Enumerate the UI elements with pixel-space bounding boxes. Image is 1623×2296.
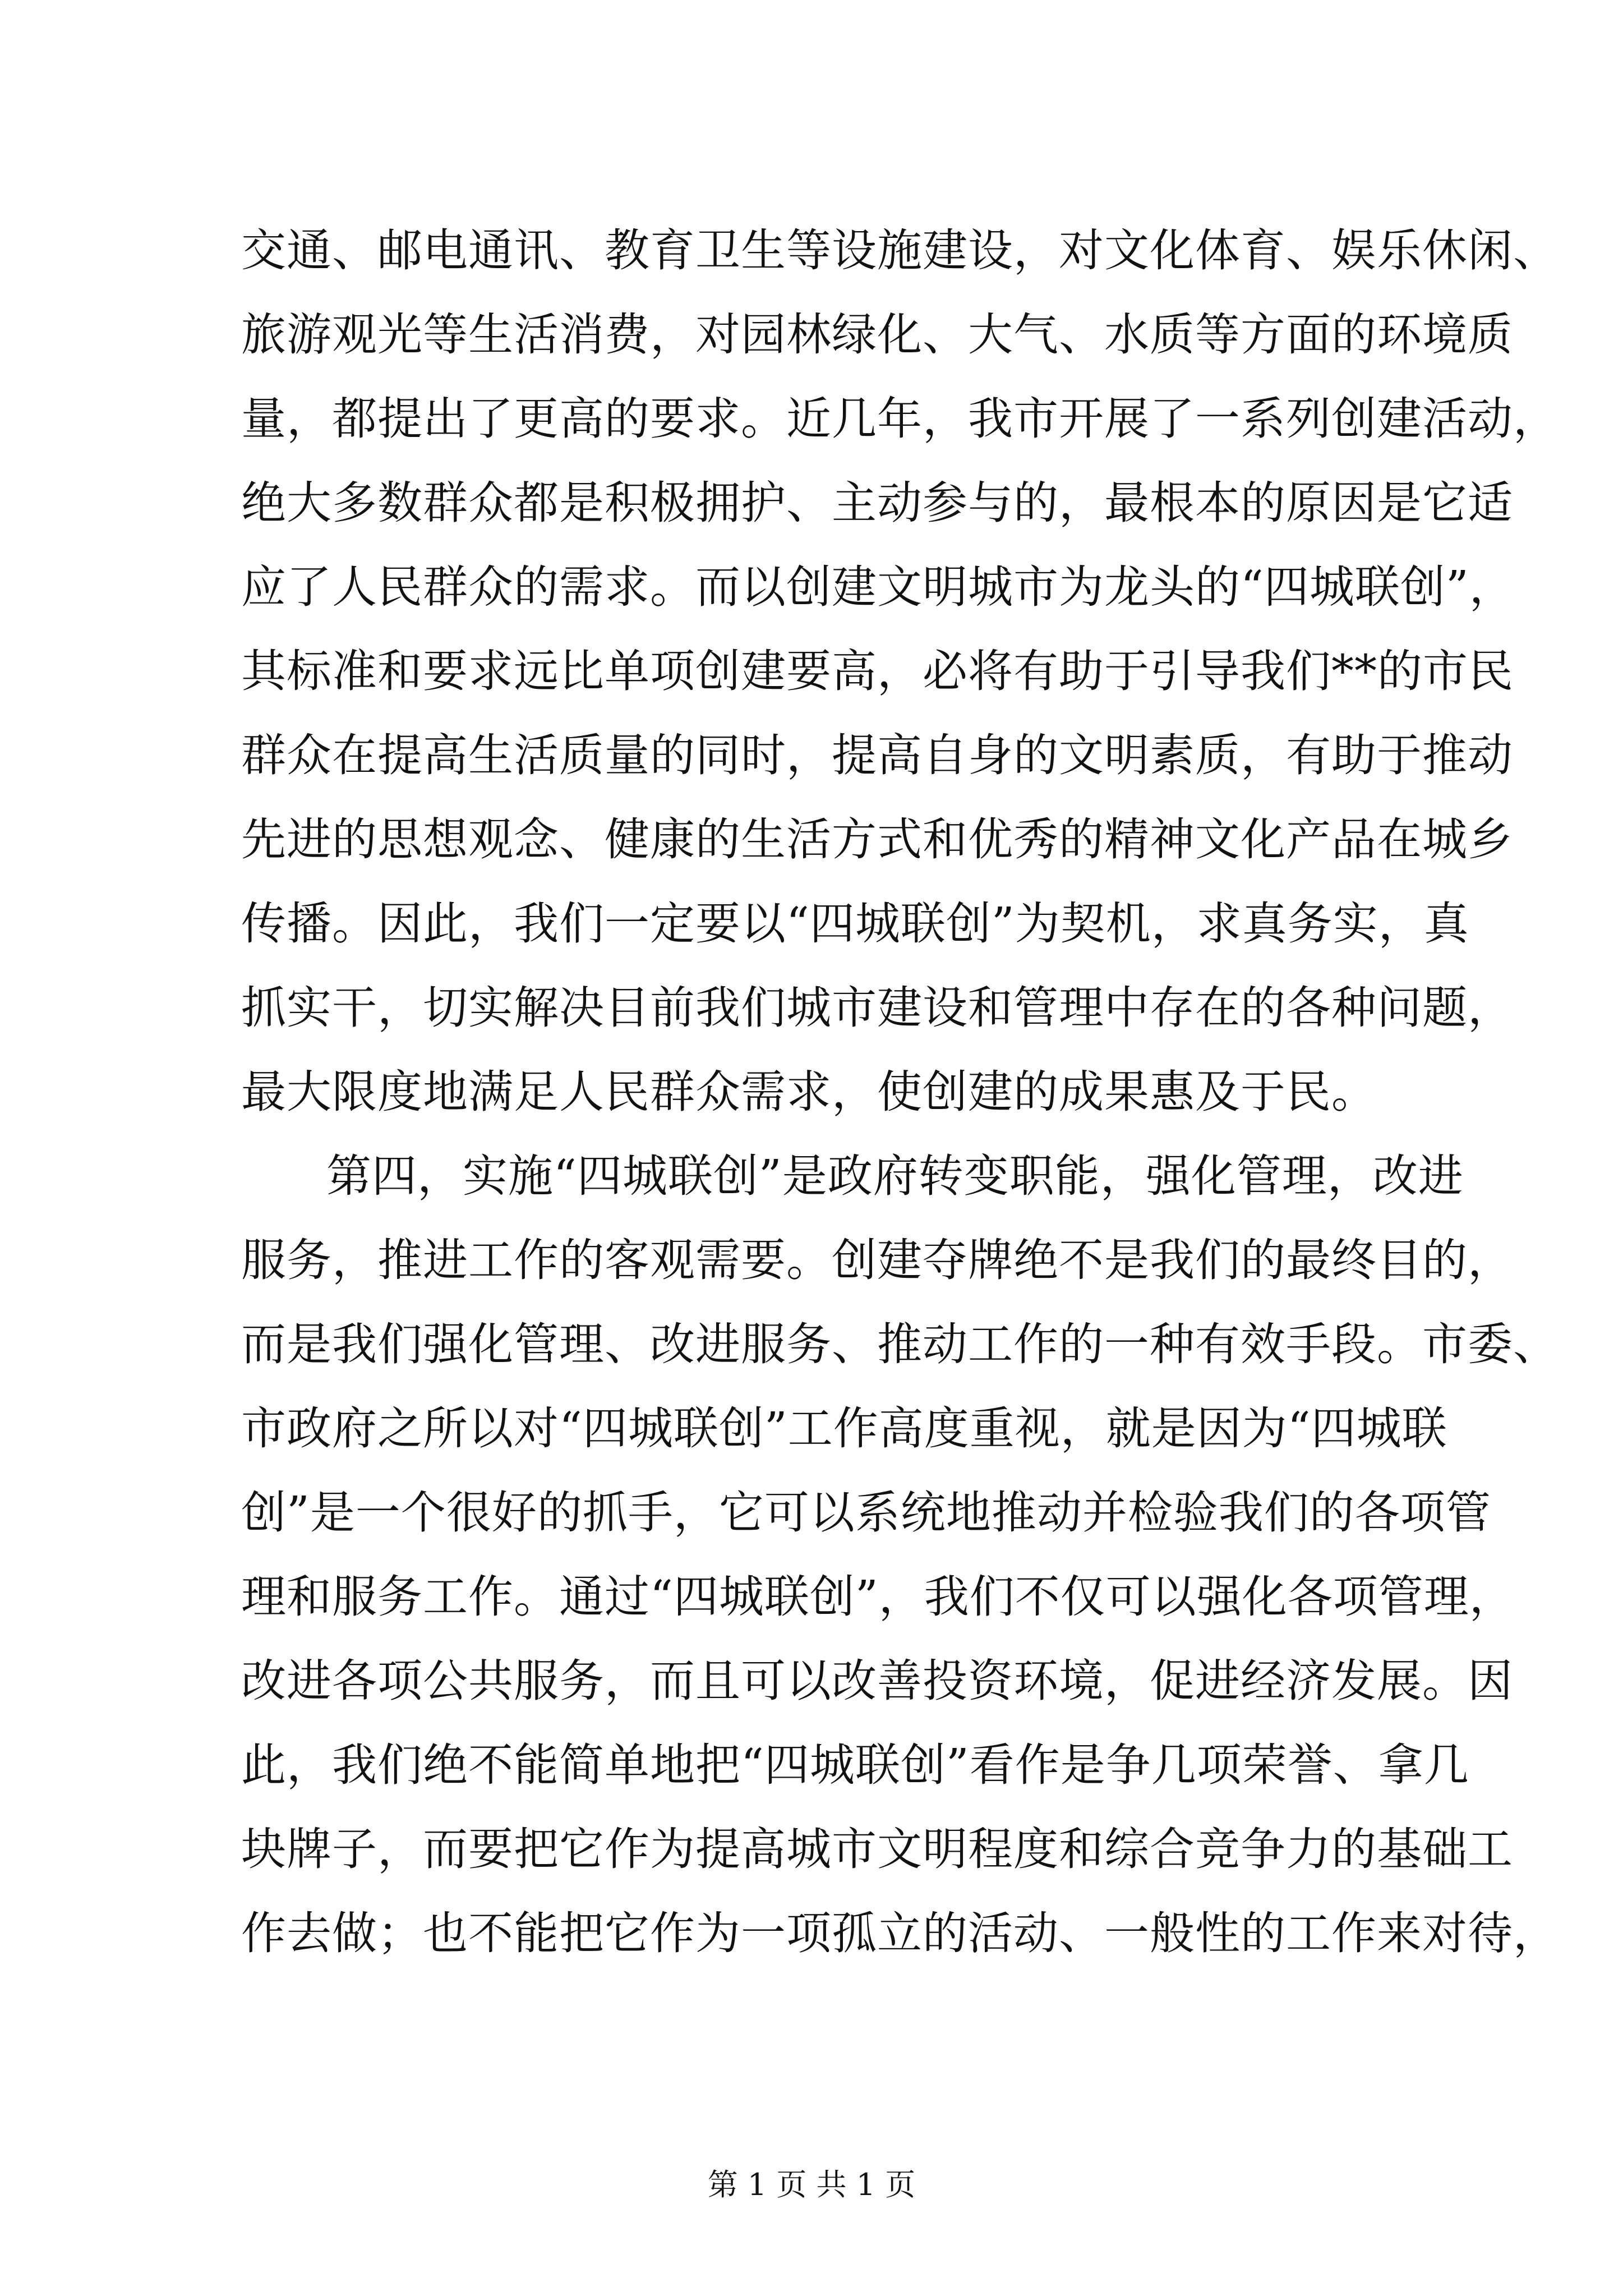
text-line: 理和服务工作。通过“四城联创”，我们不仅可以强化各项管理，: [241, 1571, 1515, 1623]
text-line: 应了人民群众的需求。而以创建文明城市为龙头的“四城联创”，: [241, 561, 1515, 613]
paragraph-first-line: 第四，实施“四城联创”是政府转变职能，强化管理，改进: [326, 1150, 1464, 1202]
text-line: 作去做；也不能把它作为一项孤立的活动、一般性的工作来对待，: [241, 1907, 1559, 1959]
text-line: 群众在提高生活质量的同时，提高自身的文明素质，有助于推动: [241, 729, 1513, 781]
text-line: 最大限度地满足人民群众需求，使创建的成果惠及于民。: [241, 1066, 1377, 1118]
text-line: 量，都提出了更高的要求。近几年，我市开展了一系列创建活动，: [241, 393, 1559, 445]
text-line: 而是我们强化管理、改进服务、推动工作的一种有效手段。市委、: [241, 1318, 1559, 1370]
page-number-footer: 第 1 页 共 1 页: [707, 2167, 916, 2202]
text-line: 先进的思想观念、健康的生活方式和优秀的精神文化产品在城乡: [241, 813, 1513, 866]
text-line: 其标准和要求远比单项创建要高，必将有助于引导我们**的市民: [241, 645, 1514, 697]
text-line: 此，我们绝不能简单地把“四城联创”看作是争几项荣誉、拿几: [241, 1739, 1469, 1791]
text-line: 市政府之所以对“四城联创”工作高度重视，就是因为“四城联: [241, 1402, 1447, 1455]
text-line: 旅游观光等生活消费，对园林绿化、大气、水质等方面的环境质: [241, 309, 1513, 361]
text-line: 改进各项公共服务，而且可以改善投资环境，促进经济发展。因: [241, 1655, 1513, 1707]
text-line: 块牌子，而要把它作为提高城市文明程度和综合竞争力的基础工: [241, 1823, 1513, 1875]
text-line: 交通、邮电通讯、教育卫生等设施建设，对文化体育、娱乐休闲、: [241, 224, 1559, 277]
text-line: 创”是一个很好的抓手，它可以系统地推动并检验我们的各项管: [241, 1487, 1491, 1539]
text-line: 抓实干，切实解决目前我们城市建设和管理中存在的各种问题，: [241, 982, 1513, 1034]
text-line: 传播。因此，我们一定要以“四城联创”为契机，求真务实，真: [241, 898, 1469, 950]
text-line: 服务，推进工作的客观需要。创建夺牌绝不是我们的最终目的，: [241, 1234, 1513, 1286]
text-line: 绝大多数群众都是积极拥护、主动参与的，最根本的原因是它适: [241, 477, 1513, 529]
